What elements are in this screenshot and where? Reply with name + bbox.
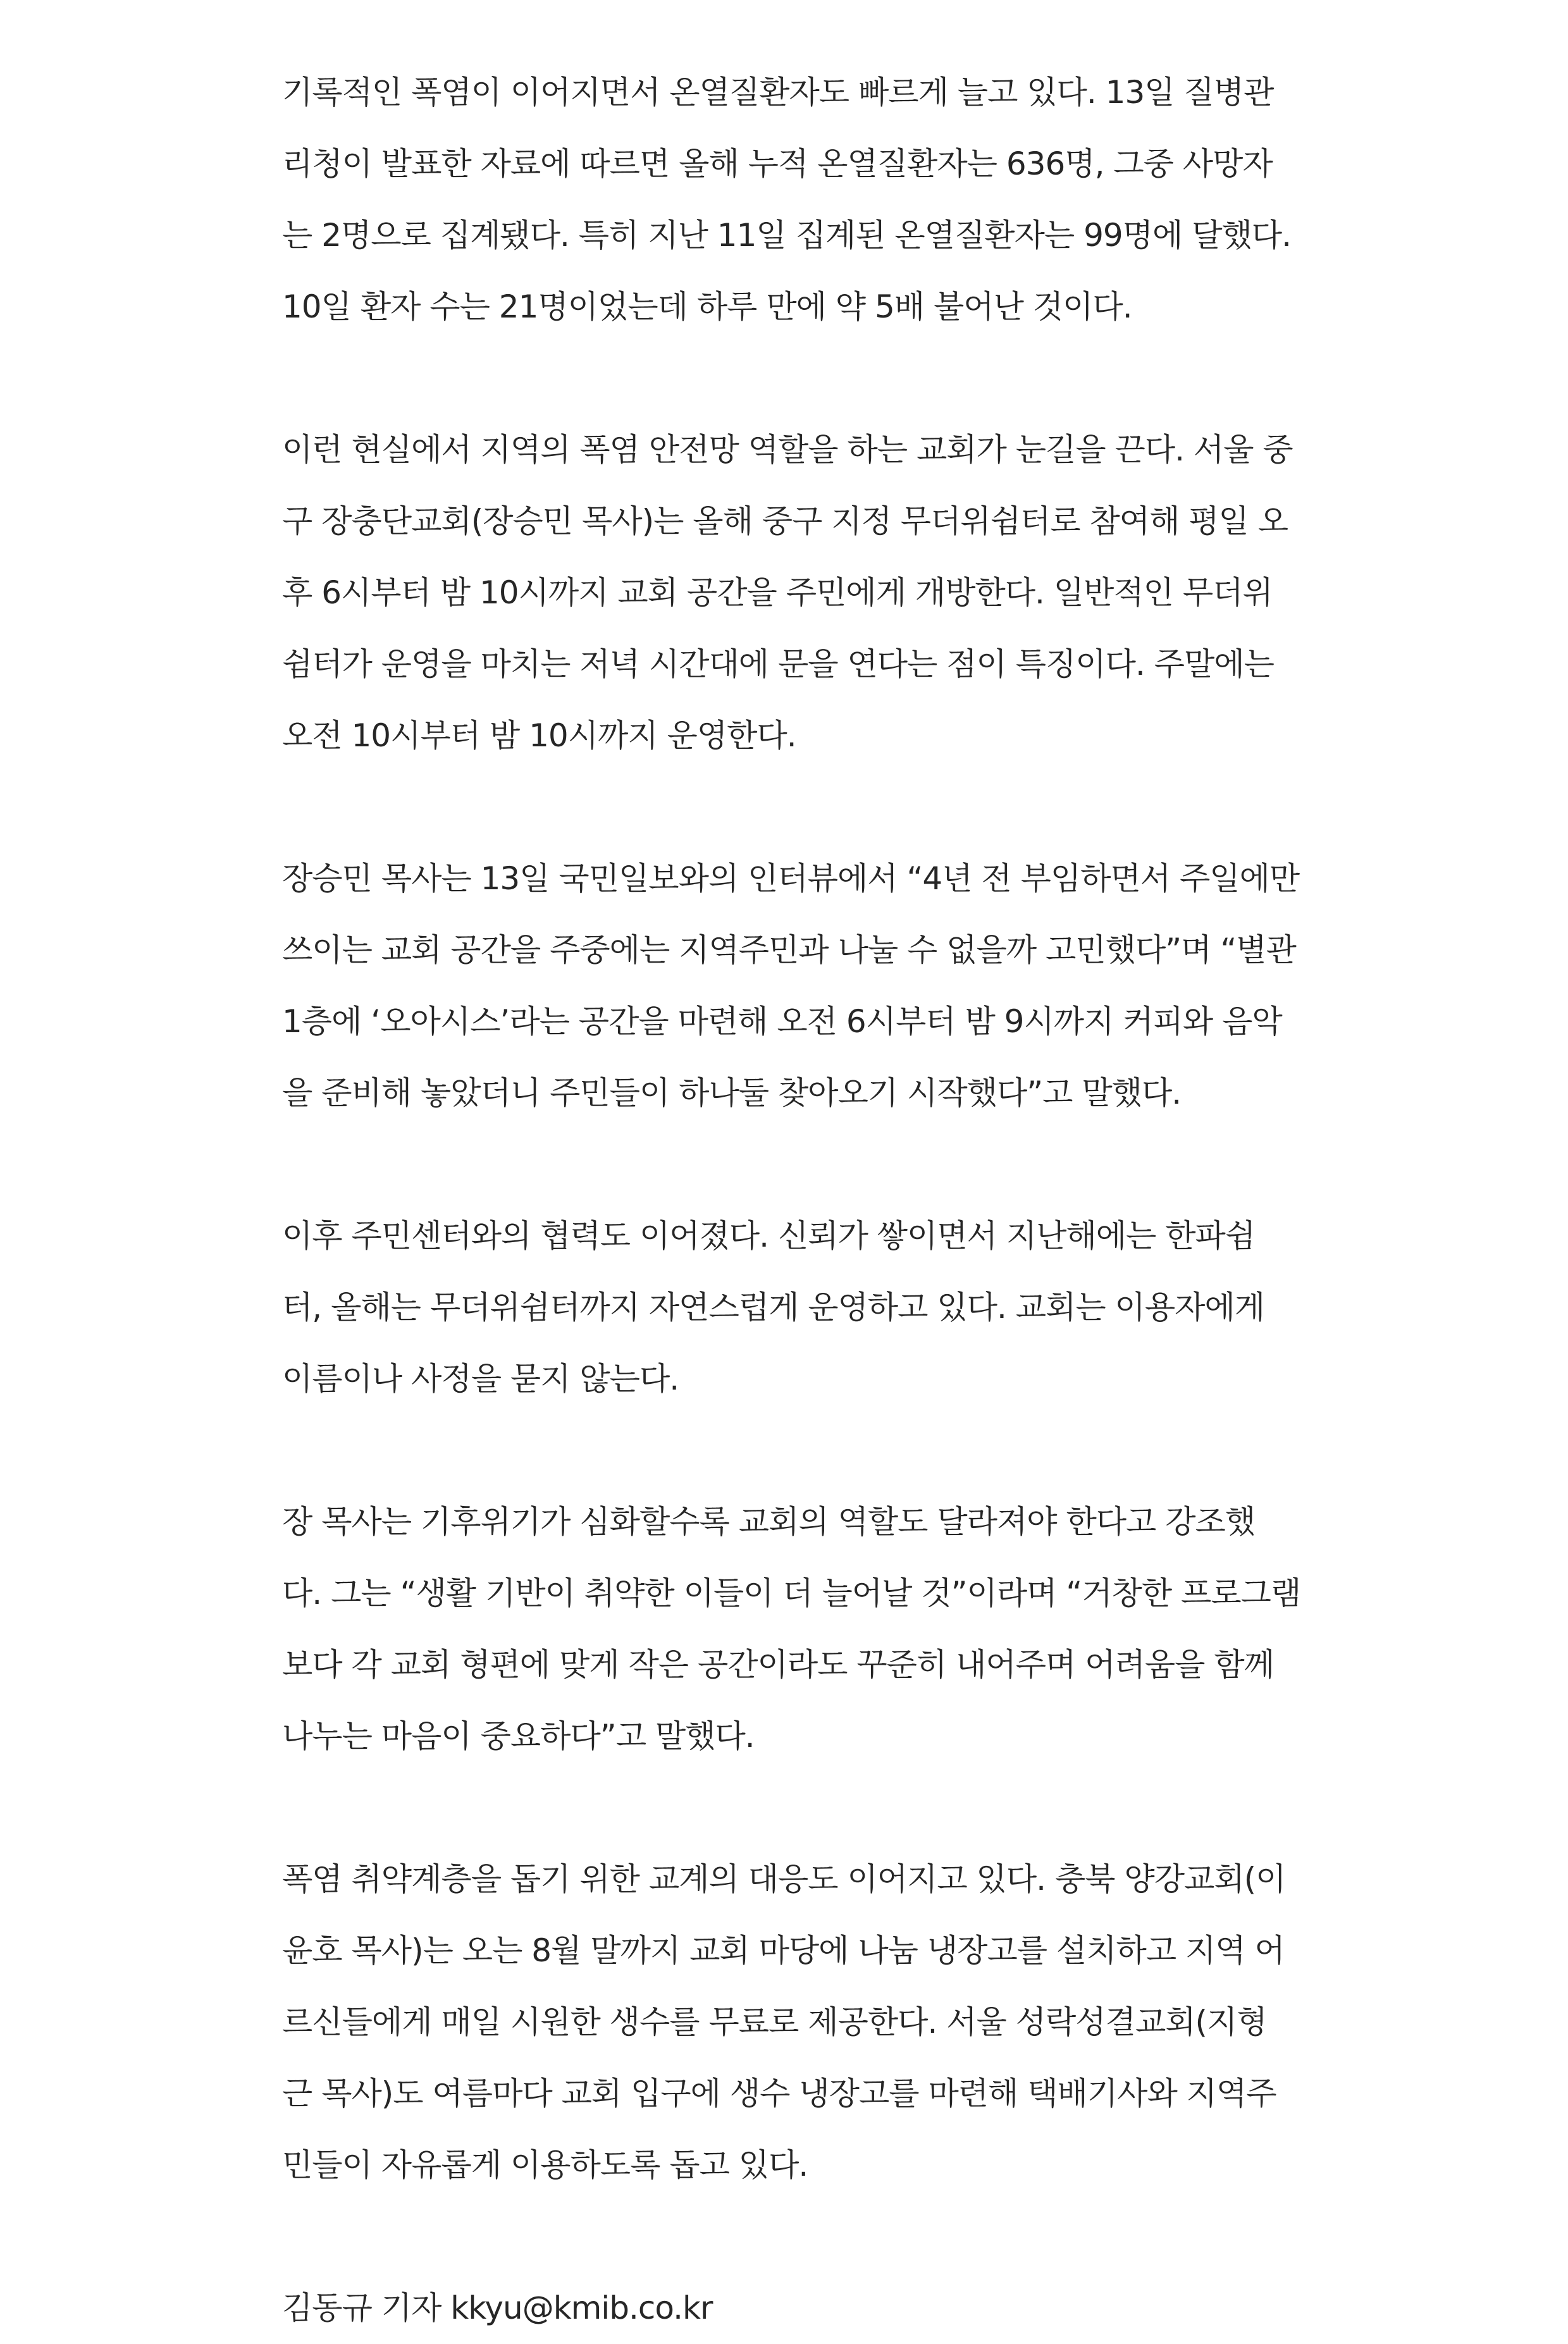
- paragraph: [282, 843, 1307, 1129]
- text-line: 는 2명으로 집계됐다. 특히 지난 11일 집계된 온열질환자는 99명에 달했다.: [282, 217, 1291, 254]
- paragraph: [282, 1200, 1307, 1415]
- paragraph: [282, 414, 1307, 772]
- text-line: 10일 환자 수는 21명이었는데 하루 만에 약 5배 불어난 것이다.: [282, 288, 1132, 325]
- text-line: 장 목사는 기후위기가 심화할수록 교회의 역할도 달라져야 한다고 강조했: [282, 1503, 1256, 1540]
- text-line: 폭염 취약계층을 돕기 위한 교계의 대응도 이어지고 있다. 충북 양강교회(이: [282, 1861, 1286, 1897]
- text-line: 이름이나 사정을 묻지 않는다.: [282, 1360, 679, 1397]
- text-line: 후 6시부터 밤 10시까지 교회 공간을 주민에게 개방한다. 일반적인 무더위: [282, 574, 1273, 611]
- article-body: [282, 57, 1307, 2344]
- text-line: 리청이 발표한 자료에 따르면 올해 누적 온열질환자는 636명, 그중 사망자: [282, 145, 1273, 182]
- byline: [282, 2273, 1307, 2344]
- paragraph: [282, 1844, 1307, 2201]
- text-line: 르신들에게 매일 시원한 생수를 무료로 제공한다. 서울 성락성결교회(지형: [282, 2004, 1267, 2040]
- text-line: 보다 각 교회 형편에 맞게 작은 공간이라도 꾸준히 내어주며 어려움을 함께: [282, 1646, 1274, 1683]
- text-line: 나누는 마음이 중요하다”고 말했다.: [282, 1718, 755, 1755]
- text-line: 다. 그는 “생활 기반이 취약한 이들이 더 늘어날 것”이라며 “거창한 프로그램: [282, 1575, 1301, 1612]
- text-line: 기록적인 폭염이 이어지면서 온열질환자도 빠르게 늘고 있다. 13일 질병관: [282, 74, 1274, 111]
- text-line: 민들이 자유롭게 이용하도록 돕고 있다.: [282, 2147, 808, 2183]
- text-line: 을 준비해 놓았더니 주민들이 하나둘 찾아오기 시작했다”고 말했다.: [282, 1075, 1182, 1111]
- paragraph: [282, 1486, 1307, 1772]
- text-line: 쉼터가 운영을 마치는 저녁 시간대에 문을 연다는 점이 특징이다. 주말에는: [282, 646, 1274, 682]
- text-line: 근 목사)도 여름마다 교회 입구에 생수 냉장고를 마련해 택배기사와 지역주: [282, 2075, 1276, 2112]
- text-line: 구 장충단교회(장승민 목사)는 올해 중구 지정 무더위쉼터로 참여해 평일 오: [282, 503, 1288, 540]
- text-line: 1층에 ‘오아시스’라는 공간을 마련해 오전 6시부터 밤 9시까지 커피와 음악: [282, 1003, 1282, 1040]
- byline-text: 김동규 기자 kkyu@kmib.co.kr: [282, 2290, 713, 2326]
- paragraph: [282, 57, 1307, 343]
- text-line: 윤호 목사)는 오는 8월 말까지 교회 마당에 나눔 냉장고를 설치하고 지역 어: [282, 1932, 1285, 1969]
- text-line: 이런 현실에서 지역의 폭염 안전망 역할을 하는 교회가 눈길을 끈다. 서울 중: [282, 431, 1293, 468]
- text-line: 이후 주민센터와의 협력도 이어졌다. 신뢰가 쌓이면서 지난해에는 한파쉼: [282, 1218, 1256, 1254]
- text-line: 오전 10시부터 밤 10시까지 운영한다.: [282, 717, 796, 754]
- text-line: 터, 올해는 무더위쉼터까지 자연스럽게 운영하고 있다. 교회는 이용자에게: [282, 1289, 1265, 1326]
- text-line: 쓰이는 교회 공간을 주중에는 지역주민과 나눌 수 없을까 고민했다”며 “별관: [282, 932, 1296, 968]
- text-line: 장승민 목사는 13일 국민일보와의 인터뷰에서 “4년 전 부임하면서 주일에만: [282, 860, 1300, 897]
